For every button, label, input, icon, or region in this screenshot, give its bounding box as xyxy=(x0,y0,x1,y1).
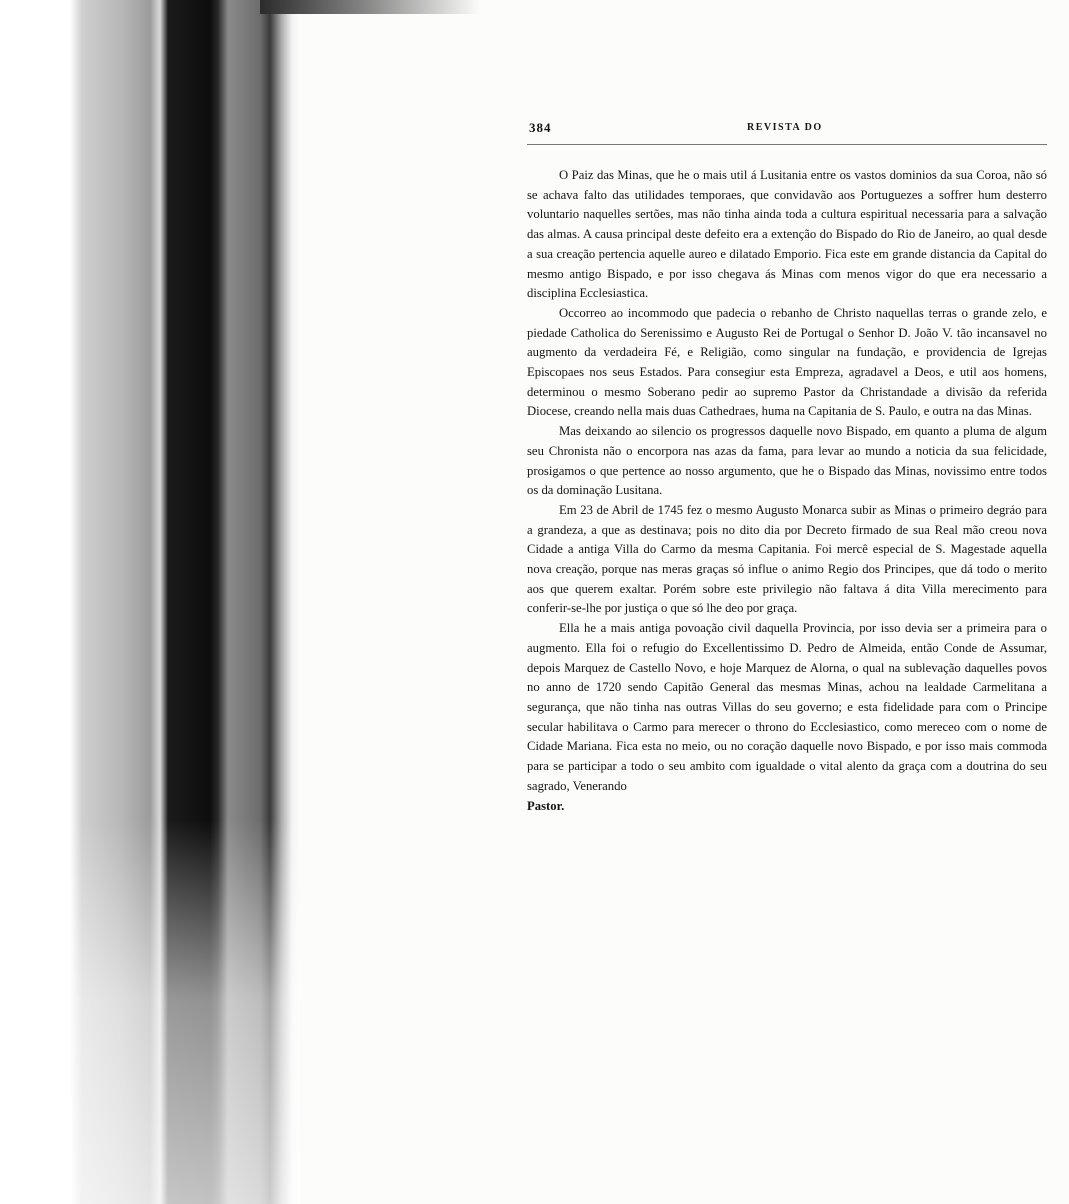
paragraph-3: Mas deixando ao silencio os progressos daquelle novo Bispado, em quanto a pluma de algum seu Chronista não o encorpora nas azas da fama, para levar ao mundo a noticia da sua felicidade, prosigamos o que pertence ao nosso argumento, que he o Bispado das Minas, novissimo entre todos os da dominação Lusitana. xyxy=(527,424,1047,498)
paragraph-2: Occorreo ao incommodo que padecia o rebanho de Christo naquellas terras o grande zelo, e piedade Catholica do Serenissimo e Augusto Rei de Portugal o Senhor D. João V. tão incansavel no augmento da verdadeira Fé, e Religião, como singular na fundação, e providencia de Igrejas Episcopaes nos seus Estados. Para consegiur esta Empreza, agradavel a Deos, e util aos homens, determinou o mesmo Soberano pedir ao supremo Pastor da Christandade a divisão da referida Diocese, creando nella mais duas Cathedraes, huma na Capitania de S. Paulo, e outra na das Minas. xyxy=(527,305,1047,419)
paragraph-1: O Paiz das Minas, que he o mais util á Lusitania entre os vastos dominios da sua Coroa, não só se achava falto das utilidades temporaes, que convidavão aos Portuguezes a soffrer hum desterro voluntario naquelles sertões, mas não tinha ainda toda a cultura espiritual necessaria para a salvação das almas. A causa principal deste defeito era a extenção do Bispado do Rio de Janeiro, ao qual desde a sua creação pertencia aquelle aureo e dilatado Emporio. Fica este em grande distancia da Capital do mesmo antigo Bispado, e por isso chegava ás Minas com menos vigor do que era necessario a disciplina Ecclesiastica. xyxy=(527,168,1047,301)
paragraph-4: Em 23 de Abril de 1745 fez o mesmo Augusto Monarca subir as Minas o primeiro degráo para a grandeza, a que as destinava; pois no dito dia por Decreto firmado de sua Real mão creou nova Cidade a antiga Villa do Carmo da mesma Capitania. Foi mercê especial de S. Magestade aquella nova creação, porque nas meras graças só influe o animo Regio dos Principes, que dá todo o merito aos que querem exaltar. Porém sobre este privilegio não faltava á dita Villa merecimento para conferir-se-lhe por justiça o que só lhe deo por graça. xyxy=(527,502,1047,616)
running-head xyxy=(527,118,1047,140)
body-text xyxy=(527,166,1047,816)
header-rule xyxy=(527,144,1047,145)
book-page xyxy=(527,118,1047,816)
page-number: 384 xyxy=(529,120,552,135)
running-title: REVISTA DO xyxy=(747,122,823,133)
scan-shadow xyxy=(70,0,300,1204)
paragraph-5: Ella he a mais antiga povoação civil daquella Provincia, por isso devia ser a primeira para o augmento. Ella foi o refugio do Excellentissimo D. Pedro de Almeida, então Conde de Assumar, depois Marquez de Castello Novo, e hoje Marquez de Alorna, o qual na sublevação daquelles povos no anno de 1720 sendo Capitão General das mesmas Minas, achou na lealdade Carmelitana a segurança, que não tinha nas outras Villas do seu governo; e esta fidelidade para com o Principe secular habilitava o Carmo para merecer o throno do Ecclesiastico, como mereceo com o nome de Cidade Mariana. Fica esta no meio, ou no coração daquelle novo Bispado, e por isso mais commoda para se participar a todo o seu ambito com igualdade o vital alento da graça com a doutrina do seu sagrado, Venerando xyxy=(527,621,1047,793)
scan-top-shadow xyxy=(260,0,480,14)
closing-word: Pastor. xyxy=(527,798,565,813)
